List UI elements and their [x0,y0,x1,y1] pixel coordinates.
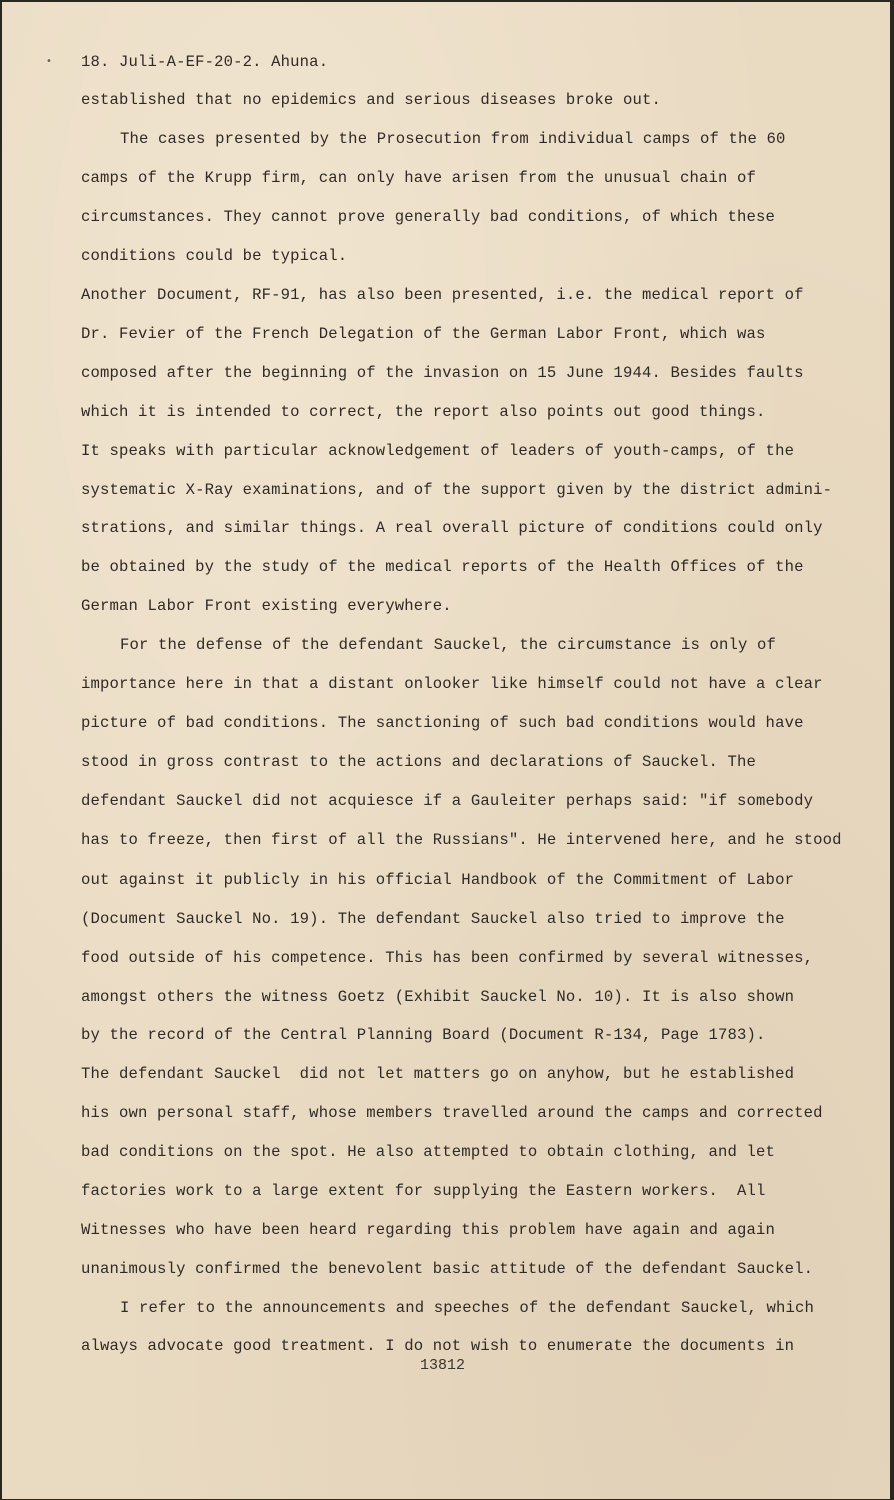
paragraph-start: Another Document, RF-91, has also been presented, i.e. the medical report of [81,286,804,304]
paragraph-start: It speaks with particular acknowledgement of leaders of youth-camps, of the [81,442,795,460]
text-line: strations, and similar things. A real overall picture of conditions could only [81,519,823,537]
text-line: conditions could be typical. [81,247,348,265]
paragraph-start: The cases presented by the Prosecution from individual camps of the 60 [120,130,786,148]
text-line: defendant Sauckel did not acquiesce if a Gauleiter perhaps said: "if somebody [81,792,814,810]
text-line: has to freeze, then first of all the Russians". He intervened here, and he stood [81,831,842,849]
text-line: established that no epidemics and serious diseases broke out. [81,91,661,109]
text-line: circumstances. They cannot prove generally bad conditions, of which these [81,208,776,226]
text-line: out against it publicly in his official Handbook of the Commitment of Labor [81,871,795,889]
document-page [2,2,890,1499]
text-line: which it is intended to correct, the report also points out good things. [81,403,766,421]
text-line: by the record of the Central Planning Board (Document R-134, Page 1783). [81,1026,766,1044]
text-line: stood in gross contrast to the actions and declarations of Sauckel. The [81,753,757,771]
paragraph-start: For the defense of the defendant Sauckel, the circumstance is only of [120,636,777,654]
text-line: composed after the beginning of the invasion on 15 June 1944. Besides faults [81,364,804,382]
text-line: always advocate good treatment. I do not wish to enumerate the documents in [81,1337,795,1355]
text-line: bad conditions on the spot. He also attempted to obtain clothing, and let [81,1143,776,1161]
paragraph-start: I refer to the announcements and speeches of the defendant Sauckel, which [120,1299,815,1317]
text-line: be obtained by the study of the medical reports of the Health Offices of the [81,558,804,576]
document-header: 18. Juli-A-EF-20-2. Ahuna. [81,53,329,71]
text-line: Dr. Fevier of the French Delegation of the German Labor Front, which was [81,325,766,343]
text-line: picture of bad conditions. The sanctioning of such bad conditions would have [81,714,804,732]
text-line: his own personal staff, whose members travelled around the camps and corrected [81,1104,823,1122]
text-line: unanimously confirmed the benevolent basic attitude of the defendant Sauckel. [81,1260,814,1278]
text-line: German Labor Front existing everywhere. [81,597,452,615]
text-line: food outside of his competence. This has been confirmed by several witnesses, [81,949,814,967]
paragraph-start: The defendant Sauckel did not let matters go on anyhow, but he established [81,1065,795,1083]
text-line: (Document Sauckel No. 19). The defendant Sauckel also tried to improve the [81,910,785,928]
text-line: Witnesses who have been heard regarding this problem have again and again [81,1221,776,1239]
text-line: systematic X-Ray examinations, and of the support given by the district admini- [81,481,833,499]
text-line: factories work to a large extent for supplying the Eastern workers. All [81,1182,766,1200]
text-line: camps of the Krupp firm, can only have arisen from the unusual chain of [81,169,757,187]
text-line: amongst others the witness Goetz (Exhibit Sauckel No. 10). It is also shown [81,988,795,1006]
margin-mark: • [46,56,52,67]
text-line: importance here in that a distant onlooker like himself could not have a clear [81,675,823,693]
page-number: 13812 [420,1357,466,1374]
